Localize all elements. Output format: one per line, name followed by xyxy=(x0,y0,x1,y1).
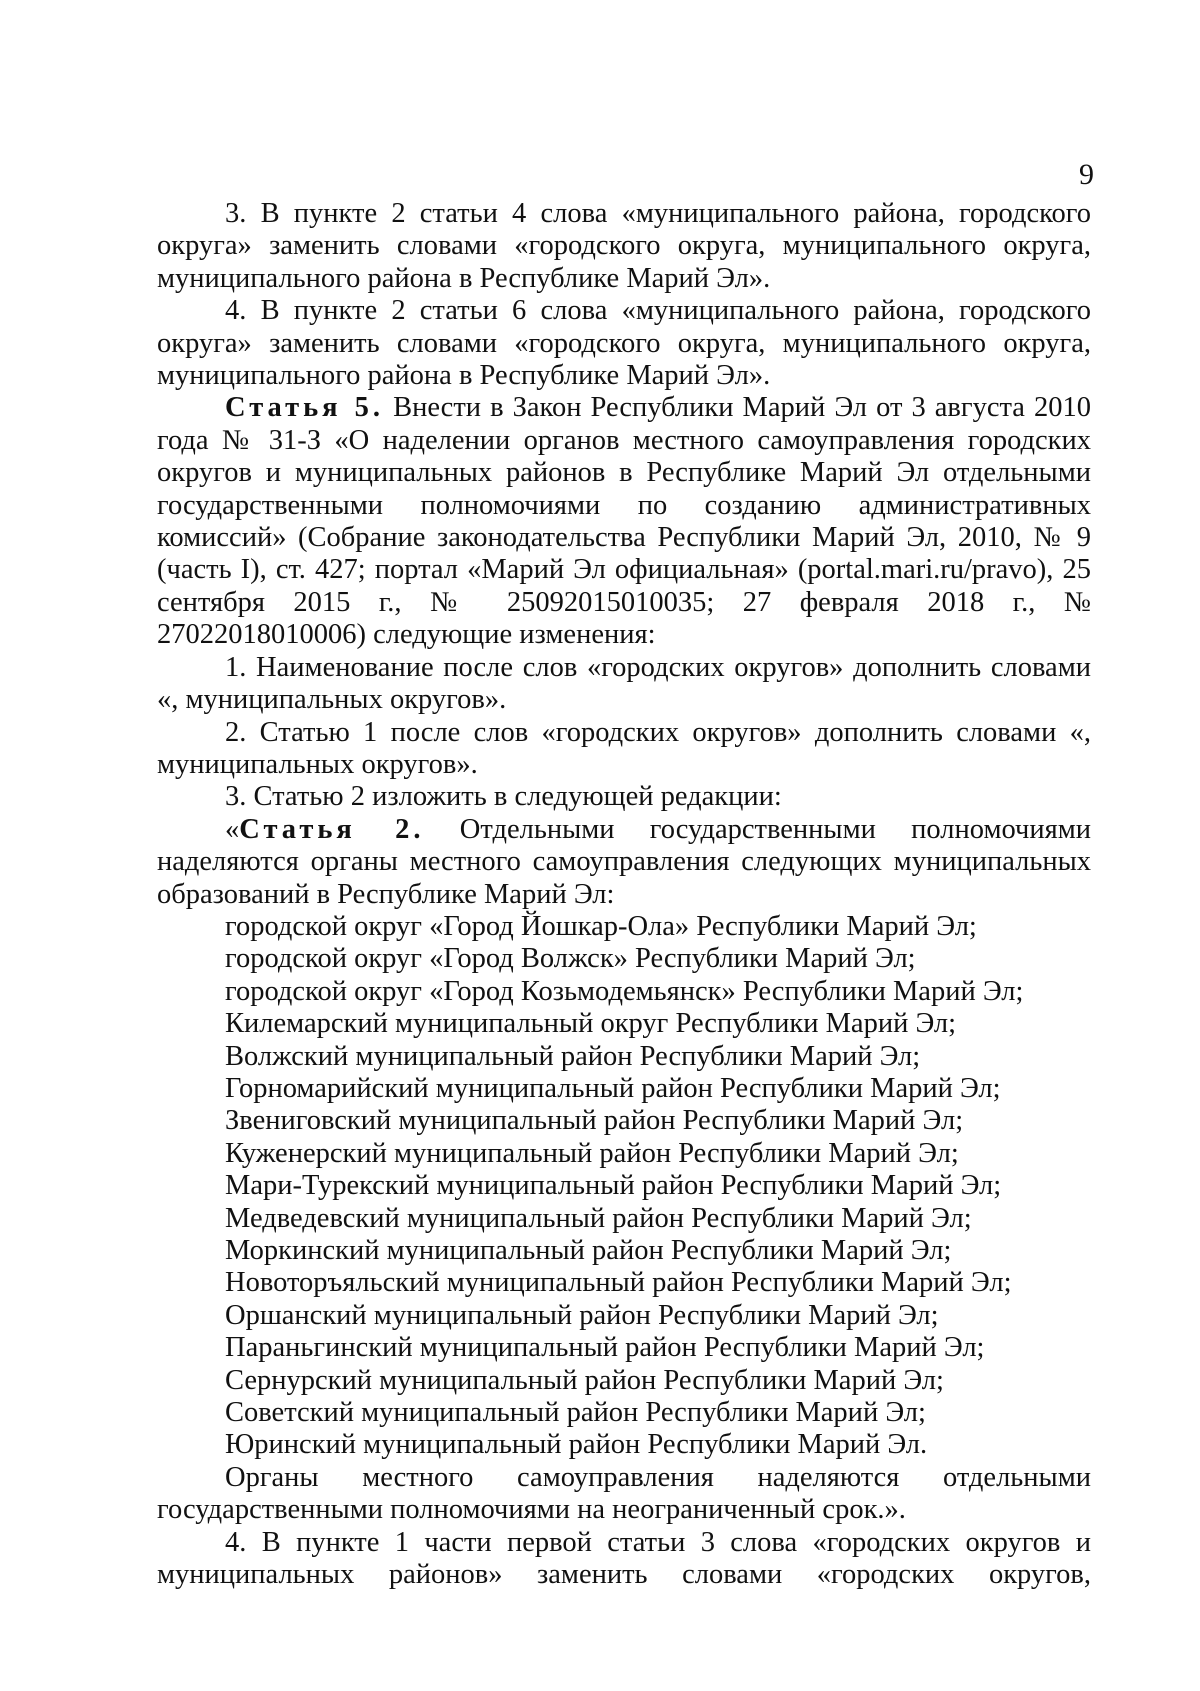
article-5-heading: Статья 5. xyxy=(225,392,384,424)
list-item: Параньгинский муниципальный район Республики Марий Эл; xyxy=(225,1332,985,1364)
list-item: Звениговский муниципальный район Республики Марий Эл; xyxy=(225,1105,964,1137)
article-5-paragraph xyxy=(157,392,1091,651)
article-5-text: Внести в Закон Республики Марий Эл от 3 августа 2010 года № 31-З «О наделении органов местного самоуправления городских округов и муниципальных районов в Республике Марий Эл отдельными государственными полномочиями по созданию административных комиссий» (Собрание законодательства Республики Марий Эл, 2010, № 9 (часть I), ст. 427; портал «Марий Эл официальная» (portal.mari.ru/pravo), 25 сентября 2015 г., № 25092015010035; 27 февраля 2018 г., № 27022018010006) следующие изменения: xyxy=(157,392,1091,651)
list-item: городской округ «Город Козьмодемьянск» Республики Марий Эл; xyxy=(225,975,1024,1007)
article-2-text: Отдельными государственными полномочиями наделяются органы местного самоуправления следующих муниципальных образований в Республике Марий Эл: xyxy=(157,813,1091,910)
article-2-quote-open: « xyxy=(225,813,240,845)
list-item: Новоторъяльский муниципальный район Республики Марий Эл; xyxy=(225,1267,1012,1299)
paragraph-item-3: 3. В пункте 2 статьи 4 слова «муниципального района, городского округа» заменить словами «городского округа, муниципального округа, муниципального района в Республике Марий Эл». xyxy=(157,198,1091,294)
list-item: Волжский муниципальный район Республики Марий Эл; xyxy=(225,1040,921,1072)
list-item: Моркинский муниципальный район Республики Марий Эл; xyxy=(225,1235,952,1266)
document-body xyxy=(157,198,1091,1591)
list-item: Сернурский муниципальный район Республики Марий Эл; xyxy=(225,1364,944,1396)
list-item: городской округ «Город Волжск» Республики Марий Эл; xyxy=(225,943,916,975)
amendment-item-1: 1. Наименование после слов «городских округов» дополнить словами «, муниципальных округов». xyxy=(157,651,1091,716)
list-item: Оршанский муниципальный район Республики Марий Эл; xyxy=(225,1299,939,1331)
page-number: 9 xyxy=(1079,158,1094,191)
article-2-paragraph xyxy=(157,814,1091,911)
list-item: Горномарийский муниципальный район Республики Марий Эл; xyxy=(225,1072,1001,1104)
organs-term-paragraph: Органы местного самоуправления наделяются отдельными государственными полномочиями на неограниченный срок.». xyxy=(157,1461,1091,1526)
list-item: Мари-Турекский муниципальный район Республики Марий Эл; xyxy=(225,1170,1002,1202)
paragraph-item-4: 4. В пункте 2 статьи 6 слова «муниципального района, городского округа» заменить словами «городского округа, муниципального округа, муниципального района в Республике Марий Эл». xyxy=(157,295,1091,392)
amendment-item-3: 3. Статью 2 изложить в следующей редакции: xyxy=(225,781,782,813)
amendment-item-2: 2. Статью 1 после слов «городских округов» дополнить словами «, муниципальных округов». xyxy=(157,716,1091,780)
list-item: Юринский муниципальный район Республики Марий Эл. xyxy=(225,1429,928,1461)
amendment-item-4: 4. В пункте 1 части первой статьи 3 слова «городских округов и муниципальных районов» заменить словами «городских округов, xyxy=(157,1526,1091,1591)
list-item: городской округ «Город Йошкар-Ола» Республики Марий Эл; xyxy=(225,910,977,942)
article-2-heading: Статья 2. xyxy=(239,813,425,845)
list-item: Советский муниципальный район Республики Марий Эл; xyxy=(225,1397,926,1429)
list-item: Медведевский муниципальный район Республики Марий Эл; xyxy=(225,1202,972,1234)
list-item: Килемарский муниципальный округ Республики Марий Эл; xyxy=(225,1008,957,1040)
list-item: Куженерский муниципальный район Республики Марий Эл; xyxy=(225,1137,959,1169)
municipalities-list xyxy=(157,911,1091,1462)
